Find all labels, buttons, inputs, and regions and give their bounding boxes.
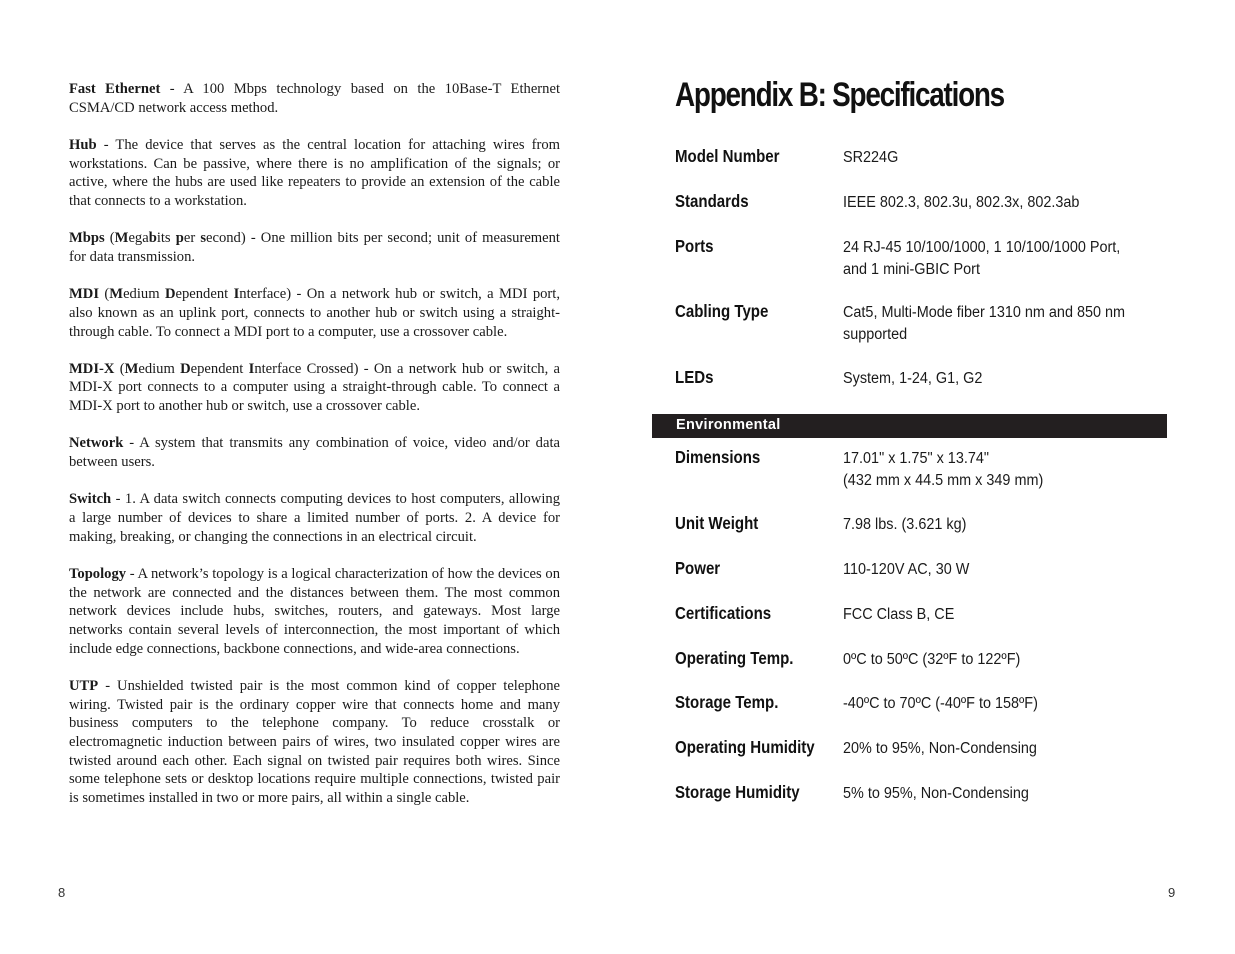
spec-value: 5% to 95%, Non-Condensing	[843, 785, 1029, 802]
glossary-expansion: (Medium Dependent Interface Crossed)	[114, 360, 359, 377]
spec-value	[843, 302, 1150, 346]
spec-value: IEEE 802.3, 802.3u, 802.3x, 802.3ab	[843, 194, 1080, 211]
spec-label: Storage Humidity	[675, 782, 800, 802]
spec-value: 110-120V AC, 30 W	[843, 561, 970, 578]
spec-label: LEDs	[675, 367, 714, 387]
glossary-term: Mbps	[69, 230, 105, 247]
glossary-definition: - 1. A data switch connects computing devices to host computers, allowing a large number of devices to share a limited number of ports. 2. A device for making, breaking, or changing the connections in an electrical circuit.	[69, 491, 560, 545]
spec-value-line: and 1 mini-GBIC Port	[843, 261, 981, 278]
spec-label: Storage Temp.	[675, 692, 779, 712]
glossary-term: Switch	[69, 491, 112, 508]
spec-value-line: Cat5, Multi-Mode fiber 1310 nm and 850 nm	[843, 304, 1126, 321]
glossary-term: MDI	[69, 286, 99, 303]
spec-label: Unit Weight	[675, 513, 759, 533]
glossary-term: UTP	[69, 677, 99, 694]
spec-value: 20% to 95%, Non-Condensing	[843, 740, 1037, 757]
glossary-term: Hub	[69, 136, 97, 153]
glossary-page	[69, 80, 560, 826]
glossary-term: MDI-X	[69, 360, 115, 377]
glossary-entry-switch	[69, 490, 560, 546]
spec-value	[843, 448, 1150, 492]
environmental-section-header	[652, 414, 1167, 438]
spec-value	[843, 237, 1150, 281]
spec-label: Model Number	[675, 146, 780, 166]
glossary-expansion: (Megabits per second)	[104, 230, 246, 247]
spec-value: 0ºC to 50ºC (32ºF to 122ºF)	[843, 651, 1021, 668]
glossary-definition: - On a network hub or switch, a MDI-X port connects to a computer using a straight-through cable. To connect a MDI-X port to another hub or switch, use a crossover cable.	[69, 360, 560, 415]
glossary-definition: - On a network hub or switch, a MDI port, also known as an uplink port, connects to another hub or switch using a straight-through cable. To connect a MDI port to a computer, use a crossover cable.	[69, 286, 560, 340]
page-number-right: 9	[1168, 885, 1176, 900]
spec-label: Dimensions	[675, 447, 761, 467]
glossary-expansion: (Medium Dependent Interface)	[99, 286, 292, 303]
glossary-entry-hub	[69, 136, 560, 211]
spec-value-line: 24 RJ-45 10/100/1000, 1 10/100/1000 Port,	[843, 239, 1121, 256]
spec-value: System, 1-24, G1, G2	[843, 370, 983, 387]
environmental-heading: Environmental	[676, 417, 781, 433]
spec-value-line: (432 mm x 44.5 mm x 349 mm)	[843, 472, 1044, 489]
glossary-term: Fast Ethernet	[69, 81, 161, 97]
glossary-entry-mdi-x	[69, 360, 560, 416]
glossary-definition: - A system that transmits any combination of voice, video and/or data between users.	[69, 435, 560, 471]
glossary-term: Network	[69, 435, 124, 452]
glossary-definition: - A 100 Mbps technology based on the 10Base-T Ethernet CSMA/CD network access method.	[69, 81, 560, 116]
spec-label: Operating Humidity	[675, 737, 815, 757]
glossary-entry-mbps	[69, 229, 560, 266]
glossary-entry-topology	[69, 565, 560, 659]
spec-value-line: 17.01" x 1.75" x 13.74"	[843, 450, 989, 467]
spec-value-line: supported	[843, 326, 908, 343]
glossary-entry-mdi	[69, 285, 560, 341]
page-number-left: 8	[58, 885, 66, 900]
glossary-definition: - The device that serves as the central location for attaching wires from workstations. Can be passive, where there is no amplification of the signals; or active, where the hubs are used like repeaters to provide an extension of the cable that connects to a workstation.	[69, 136, 560, 210]
spec-value: SR224G	[843, 149, 899, 166]
glossary-term: Topology	[69, 565, 127, 582]
glossary-definition: - A network’s topology is a logical characterization of how the devices on the network are connected and the distances between them. The most common network devices include hubs, switches, routers, and gateways. Most large networks contain several levels of interconnection, the most important of which include edge connections, backbone connections, and wide-area connections.	[69, 565, 560, 657]
spec-value: 7.98 lbs. (3.621 kg)	[843, 516, 967, 533]
spec-value: FCC Class B, CE	[843, 606, 955, 623]
glossary-definition: - Unshielded twisted pair is the most common kind of copper telephone wiring. Twisted pair is the ordinary copper wire that connects home and many business computers to the telephone company. To reduce crosstalk or electromagnetic induction between pairs of wires, two insulated copper wires are twisted around each other. Each signal on twisted pair requires both wires. Since some telephone sets or desktop locations require multiple connections, twisted pair is sometimes installed in two or more pairs, all within a single cable.	[69, 677, 560, 807]
spec-label: Cabling Type	[675, 301, 769, 321]
spec-label: Standards	[675, 191, 749, 211]
spec-label: Operating Temp.	[675, 648, 794, 668]
spec-label: Power	[675, 558, 721, 578]
glossary-entry-network	[69, 434, 560, 471]
spec-label: Certifications	[675, 603, 772, 623]
glossary-definition: - One million bits per second; unit of measurement for data transmission.	[69, 230, 560, 265]
spec-value: -40ºC to 70ºC (-40ºF to 158ºF)	[843, 695, 1038, 712]
glossary-entry-utp	[69, 677, 560, 808]
spec-label: Ports	[675, 236, 714, 256]
glossary-entry-fast-ethernet	[69, 80, 560, 117]
page-title: Appendix B: Specifications	[675, 76, 1004, 114]
